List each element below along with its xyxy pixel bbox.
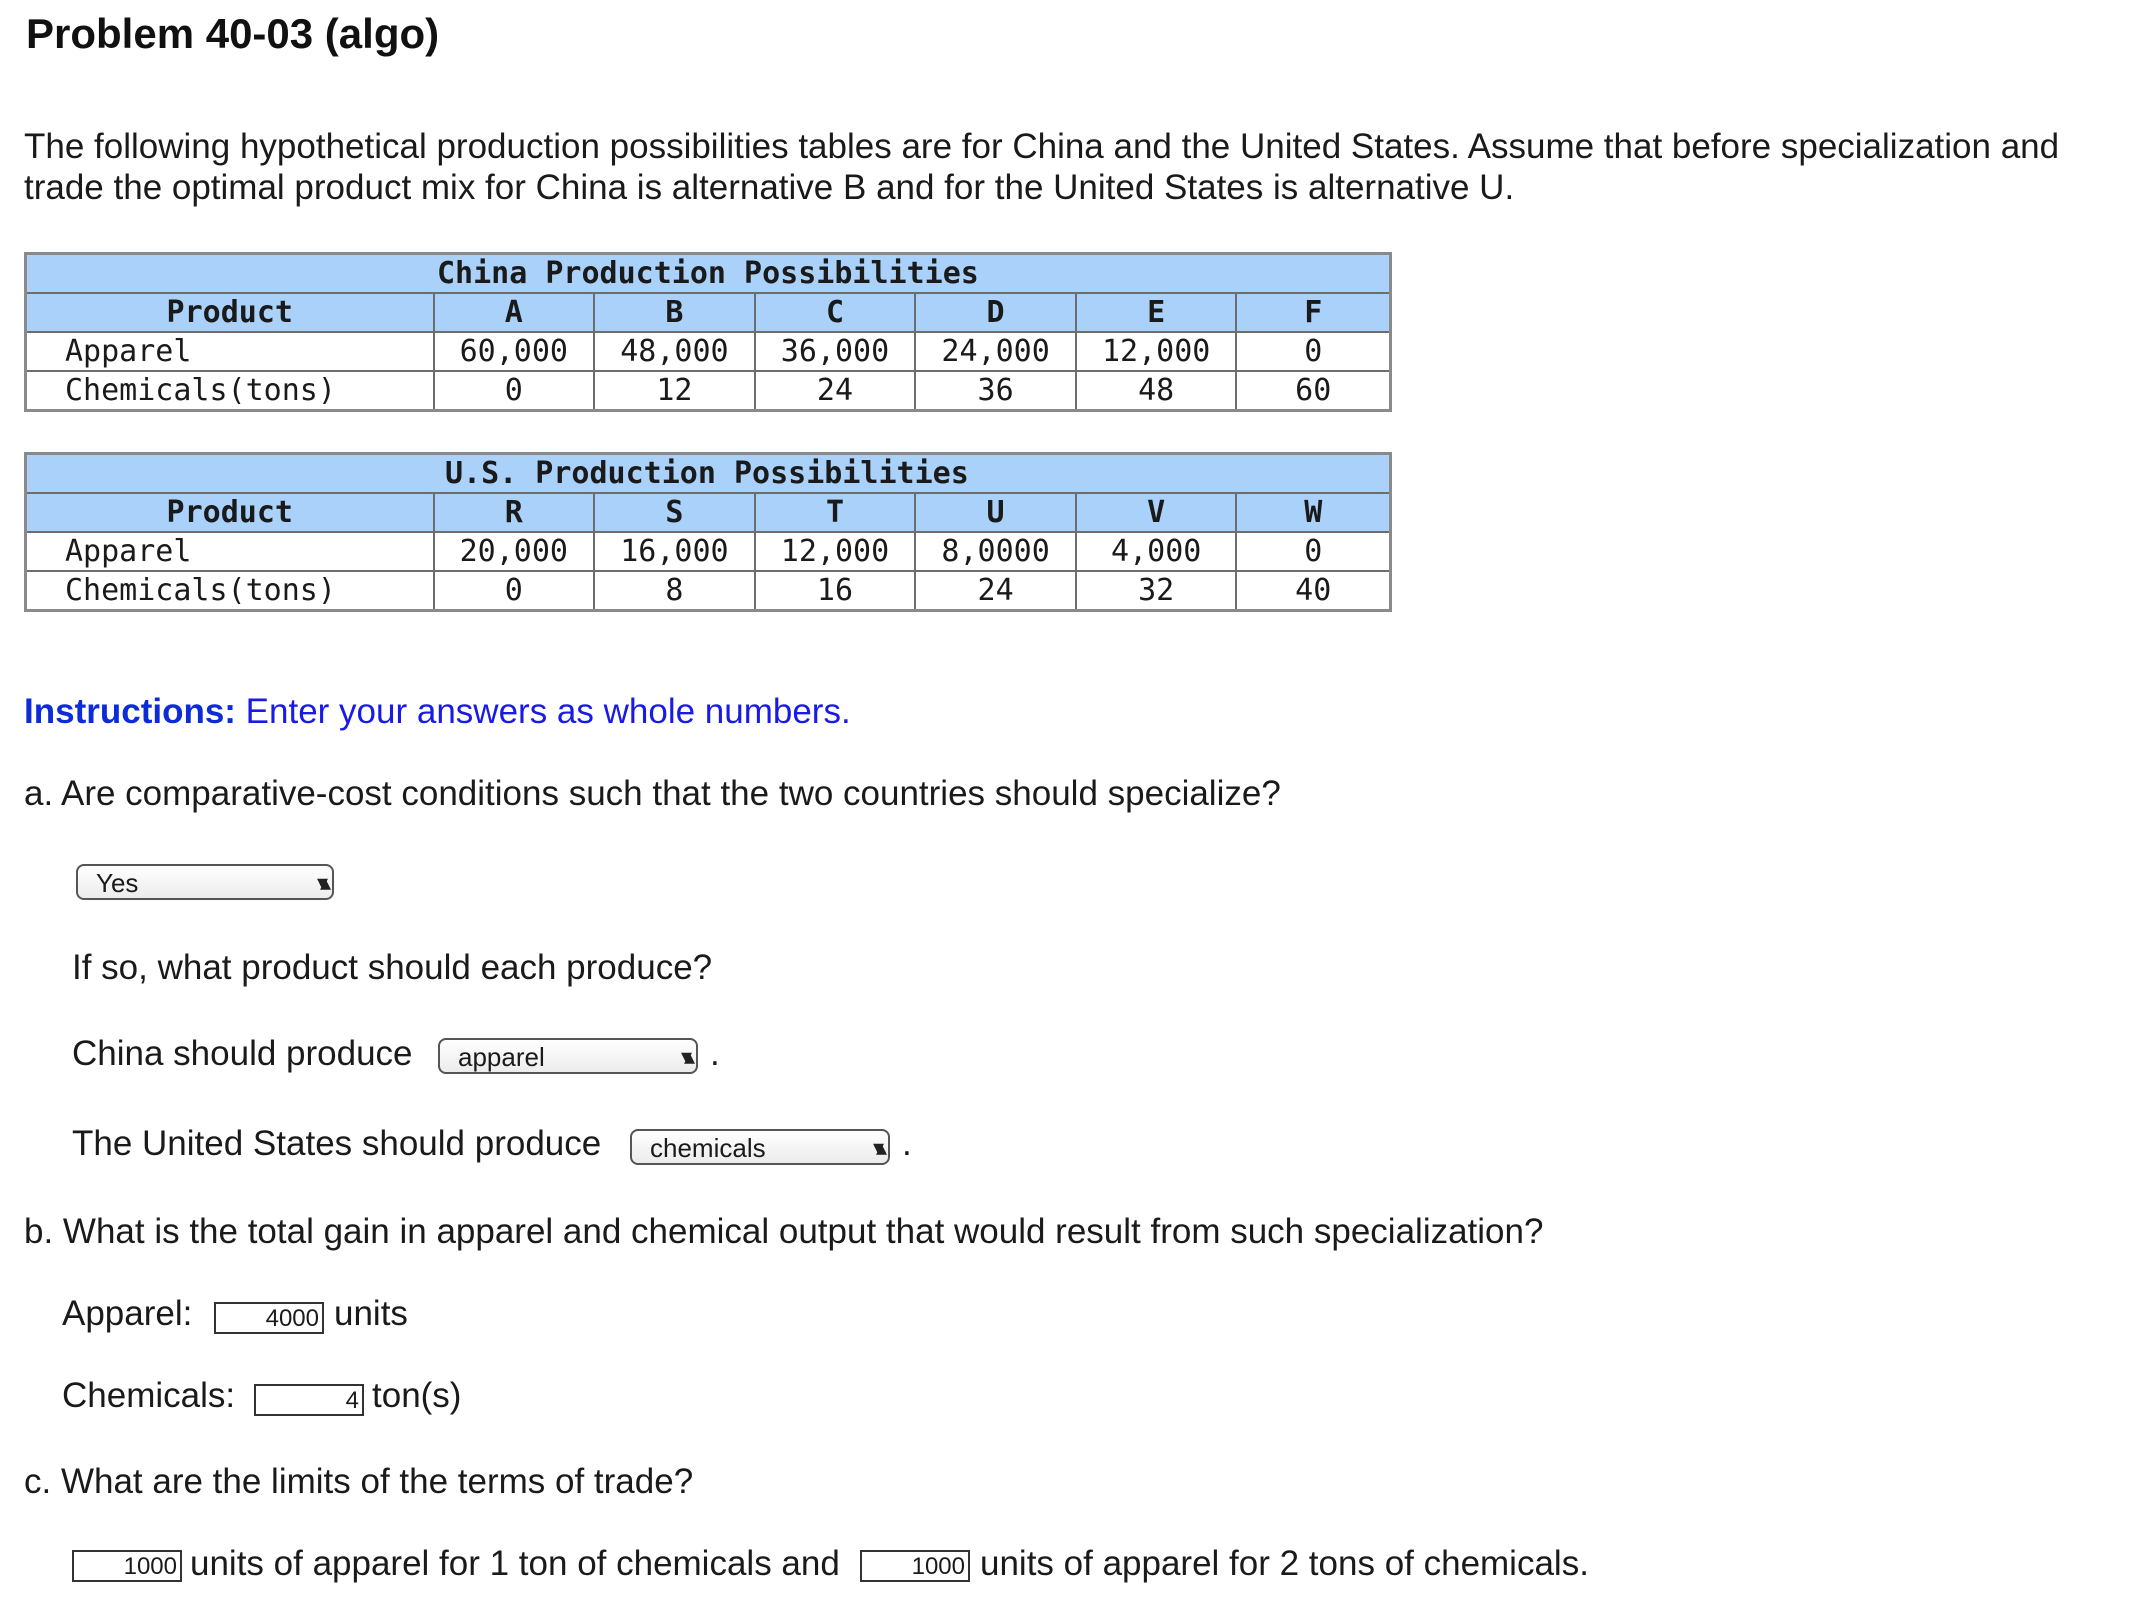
china-production-table xyxy=(24,252,1392,412)
column-header: T xyxy=(755,493,916,532)
question-c: c. What are the limits of the terms of trade? xyxy=(24,1462,694,1501)
table-cell: 36 xyxy=(915,371,1076,411)
table-row xyxy=(26,332,1391,371)
table-cell: 32 xyxy=(1076,571,1237,611)
table-cell: 24 xyxy=(915,571,1076,611)
column-header: F xyxy=(1236,293,1390,332)
column-header: R xyxy=(434,493,595,532)
table-cell: 60,000 xyxy=(434,332,595,371)
table-row xyxy=(26,371,1391,411)
terms-lower-input[interactable]: 1000 xyxy=(72,1550,182,1582)
question-a: a. Are comparative-cost conditions such that the two countries should specialize? xyxy=(24,774,1281,813)
table-cell: 36,000 xyxy=(755,332,916,371)
table-cell: 40 xyxy=(1236,571,1390,611)
table-cell: 48 xyxy=(1076,371,1237,411)
table-cell: 8 xyxy=(594,571,755,611)
us-product-select-value: chemicals xyxy=(650,1133,766,1163)
followup-question: If so, what product should each produce? xyxy=(72,948,713,987)
row-label: Chemicals(tons) xyxy=(26,371,434,411)
period: . xyxy=(902,1124,912,1163)
table-cell: 0 xyxy=(434,371,595,411)
chemicals-gain-input[interactable]: 4 xyxy=(254,1384,364,1416)
specialize-select-value: Yes xyxy=(96,868,139,898)
terms-upper-input[interactable]: 1000 xyxy=(860,1550,970,1582)
period: . xyxy=(710,1034,720,1073)
table-cell: 12,000 xyxy=(755,532,916,571)
china-product-select[interactable] xyxy=(438,1038,698,1074)
us-product-select[interactable] xyxy=(630,1129,890,1165)
table-caption: China Production Possibilities xyxy=(26,254,1391,294)
table-cell: 4,000 xyxy=(1076,532,1237,571)
row-label: Apparel xyxy=(26,532,434,571)
table-cell: 24 xyxy=(755,371,916,411)
column-header: V xyxy=(1076,493,1237,532)
chemicals-label: Chemicals: xyxy=(62,1376,236,1415)
product-header: Product xyxy=(26,493,434,532)
instructions-text: Enter your answers as whole numbers. xyxy=(235,692,851,731)
table-cell: 12 xyxy=(594,371,755,411)
table-row xyxy=(26,571,1391,611)
table-cell: 24,000 xyxy=(915,332,1076,371)
instructions-label: Instructions: xyxy=(24,692,236,731)
column-header: E xyxy=(1076,293,1237,332)
column-header: W xyxy=(1236,493,1390,532)
question-b: b. What is the total gain in apparel and chemical output that would result from such specialization? xyxy=(24,1212,1544,1251)
table-cell: 16 xyxy=(755,571,916,611)
table-cell: 48,000 xyxy=(594,332,755,371)
product-header: Product xyxy=(26,293,434,332)
us-produce-label: The United States should produce xyxy=(72,1124,602,1163)
row-label: Apparel xyxy=(26,332,434,371)
column-header: D xyxy=(915,293,1076,332)
table-cell: 0 xyxy=(434,571,595,611)
us-production-table xyxy=(24,452,1392,612)
table-row xyxy=(26,532,1391,571)
problem-intro: The following hypothetical production possibilities tables are for China and the United States. Assume that before specialization and trade the optimal product mix for China is alternative B and for the United States is alternative U. xyxy=(24,127,2060,207)
china-produce-label: China should produce xyxy=(72,1034,413,1073)
table-cell: 60 xyxy=(1236,371,1390,411)
apparel-gain-input[interactable]: 4000 xyxy=(214,1302,324,1334)
table-caption: U.S. Production Possibilities xyxy=(26,454,1391,494)
chemicals-unit: ton(s) xyxy=(372,1376,462,1415)
column-header: S xyxy=(594,493,755,532)
table-cell: 8,0000 xyxy=(915,532,1076,571)
terms-text-2: units of apparel for 2 tons of chemicals. xyxy=(980,1544,1589,1583)
row-label: Chemicals(tons) xyxy=(26,571,434,611)
page-title: Problem 40-03 (algo) xyxy=(26,10,440,57)
table-cell: 20,000 xyxy=(434,532,595,571)
column-header: C xyxy=(755,293,916,332)
apparel-unit: units xyxy=(334,1294,408,1333)
table-cell: 16,000 xyxy=(594,532,755,571)
specialize-select[interactable] xyxy=(76,864,334,900)
instructions xyxy=(24,692,851,732)
column-header: U xyxy=(915,493,1076,532)
terms-text-1: units of apparel for 1 ton of chemicals and xyxy=(190,1544,840,1583)
table-cell: 0 xyxy=(1236,532,1390,571)
china-product-select-value: apparel xyxy=(458,1042,545,1072)
apparel-label: Apparel: xyxy=(62,1294,193,1333)
column-header: B xyxy=(594,293,755,332)
table-cell: 12,000 xyxy=(1076,332,1237,371)
table-cell: 0 xyxy=(1236,332,1390,371)
column-header: A xyxy=(434,293,595,332)
